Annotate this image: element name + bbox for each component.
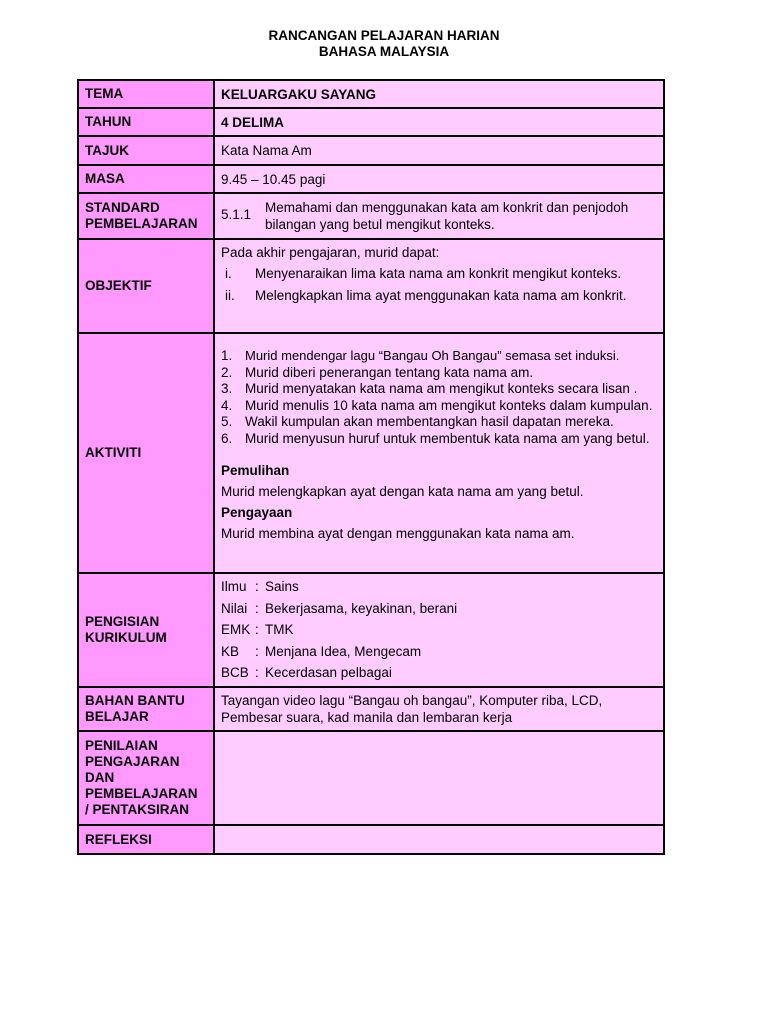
label-pengisian-kurikulum xyxy=(78,573,214,687)
aktiviti-item xyxy=(221,348,657,365)
row-tahun xyxy=(78,108,664,136)
value-masa: 9.45 – 10.45 pagi xyxy=(214,165,664,193)
label-standard xyxy=(78,193,214,239)
label-bahan-line-1: BAHAN BANTU xyxy=(85,693,185,708)
objektif-item-number: i. xyxy=(225,266,232,281)
row-objektif xyxy=(78,239,664,333)
aktiviti-item-text: Wakil kumpulan akan membentangkan hasil dapatan mereka. xyxy=(245,414,614,429)
objektif-item xyxy=(221,287,657,304)
aktiviti-item-number: 5. xyxy=(221,414,233,429)
pengisian-value: Menjana Idea, Mengecam xyxy=(265,643,422,659)
objektif-item-number: ii. xyxy=(225,288,235,303)
aktiviti-item xyxy=(221,365,657,382)
value-refleksi xyxy=(214,825,664,854)
label-tahun: TAHUN xyxy=(78,108,214,136)
label-objektif: OBJEKTIF xyxy=(78,239,214,333)
label-penilaian-line-5: / PENTAKSIRAN xyxy=(85,802,190,817)
aktiviti-item-number: 2. xyxy=(221,364,233,380)
pengisian-value: TMK xyxy=(265,622,294,638)
label-tema: TEMA xyxy=(78,80,214,108)
objektif-item-text: Melengkapkan lima ayat menggunakan kata nama am konkrit. xyxy=(255,288,627,303)
row-refleksi xyxy=(78,825,664,854)
pengayaan-text: Murid membina ayat dengan menggunakan kata nama am. xyxy=(221,526,575,541)
aktiviti-item-text: Murid menulis 10 kata nama am mengikut konteks dalam kumpulan. xyxy=(245,397,653,413)
label-pengisian-line-1: PENGISIAN xyxy=(85,614,160,629)
value-pengisian-kurikulum xyxy=(214,573,664,687)
pengisian-value: Bekerjasama, keyakinan, berani xyxy=(265,600,458,616)
label-penilaian-line-2: PENGAJARAN xyxy=(85,754,180,769)
pemulihan-text: Murid melengkapkan ayat dengan kata nama am yang betul. xyxy=(221,484,584,499)
row-bahan-bantu-belajar xyxy=(78,687,664,731)
lesson-plan-table xyxy=(77,79,665,855)
pengisian-value: Kecerdasan pelbagai xyxy=(265,665,392,681)
pengisian-key: EMK xyxy=(221,622,251,638)
aktiviti-item-text: Murid menyatakan kata nama am mengikut konteks secara lisan . xyxy=(245,381,638,396)
row-masa xyxy=(78,165,664,193)
label-refleksi: REFLEKSI xyxy=(78,825,214,854)
label-penilaian-line-1: PENILAIAN xyxy=(85,738,158,753)
pengisian-key: BCB xyxy=(221,665,249,681)
label-pengisian-line-2: KURIKULUM xyxy=(85,630,167,645)
pengisian-value: Sains xyxy=(265,579,299,595)
row-tema xyxy=(78,80,664,108)
label-penilaian-line-4: PEMBELAJARAN xyxy=(85,786,198,801)
aktiviti-item xyxy=(221,381,657,398)
objektif-intro: Pada akhir pengajaran, murid dapat: xyxy=(221,245,440,260)
label-penilaian xyxy=(78,731,214,825)
label-standard-line-2: PEMBELAJARAN xyxy=(85,216,198,231)
label-bahan-line-2: BELAJAR xyxy=(85,709,149,724)
aktiviti-list xyxy=(221,348,657,447)
aktiviti-item-text: Murid diberi penerangan tentang kata nama am. xyxy=(245,364,534,380)
value-penilaian xyxy=(214,731,664,825)
value-bahan-bantu-belajar: Tayangan video lagu “Bangau oh bangau”, Komputer riba, LCD, Pembesar suara, kad manila dan lembaran kerja xyxy=(214,687,664,731)
aktiviti-item-number: 4. xyxy=(221,397,233,413)
aktiviti-item xyxy=(221,398,657,415)
label-aktiviti: AKTIVITI xyxy=(78,333,214,573)
pengisian-key: KB xyxy=(221,643,240,659)
pengayaan-heading: Pengayaan xyxy=(221,505,293,520)
value-aktiviti xyxy=(214,333,664,573)
title-line-1: RANCANGAN PELAJARAN HARIAN xyxy=(268,28,500,43)
row-standard xyxy=(78,193,664,239)
pengisian-item: KB : Menjana Idea, Mengecam xyxy=(221,641,657,663)
row-penilaian xyxy=(78,731,664,825)
pengisian-item: BCB : Kecerdasan pelbagai xyxy=(221,662,657,684)
objektif-item xyxy=(221,265,657,282)
label-bahan-bantu-belajar xyxy=(78,687,214,731)
label-masa: MASA xyxy=(78,165,214,193)
aktiviti-item-number: 6. xyxy=(221,430,233,446)
label-tajuk: TAJUK xyxy=(78,136,214,165)
pengisian-item: Nilai : Bekerjasama, keyakinan, berani xyxy=(221,598,657,620)
row-tajuk xyxy=(78,136,664,165)
standard-code: 5.1.1 xyxy=(221,207,252,222)
aktiviti-item-text: Murid menyusun huruf untuk membentuk kata nama am yang betul. xyxy=(245,430,650,446)
label-standard-line-1: STANDARD xyxy=(85,200,160,215)
pengisian-key: Ilmu xyxy=(221,579,247,595)
standard-text: Memahami dan menggunakan kata am konkrit dan penjodoh bilangan yang betul mengikut konteks. xyxy=(265,200,629,232)
pemulihan-heading: Pemulihan xyxy=(221,463,290,478)
aktiviti-item xyxy=(221,431,657,448)
title-line-2: BAHASA MALAYSIA xyxy=(318,44,450,59)
value-standard xyxy=(214,193,664,239)
value-tajuk: Kata Nama Am xyxy=(214,136,664,165)
label-penilaian-line-3: DAN xyxy=(85,770,115,785)
pengisian-key: Nilai xyxy=(221,600,248,616)
value-objektif xyxy=(214,239,664,333)
aktiviti-item-number: 3. xyxy=(221,381,233,396)
objektif-list xyxy=(221,265,657,304)
value-tema: KELUARGAKU SAYANG xyxy=(214,80,664,108)
aktiviti-item-number: 1. xyxy=(221,348,233,363)
row-pengisian-kurikulum xyxy=(78,573,664,687)
value-tahun: 4 DELIMA xyxy=(214,108,664,136)
aktiviti-item-text: Murid mendengar lagu “Bangau Oh Bangau” semasa set induksi. xyxy=(245,348,620,363)
document-title xyxy=(0,28,768,60)
pengisian-item: EMK : TMK xyxy=(221,619,657,641)
row-aktiviti xyxy=(78,333,664,573)
objektif-item-text: Menyenaraikan lima kata nama am konkrit mengikut konteks. xyxy=(255,266,622,281)
pengisian-item: Ilmu : Sains xyxy=(221,576,657,598)
aktiviti-item xyxy=(221,414,657,431)
